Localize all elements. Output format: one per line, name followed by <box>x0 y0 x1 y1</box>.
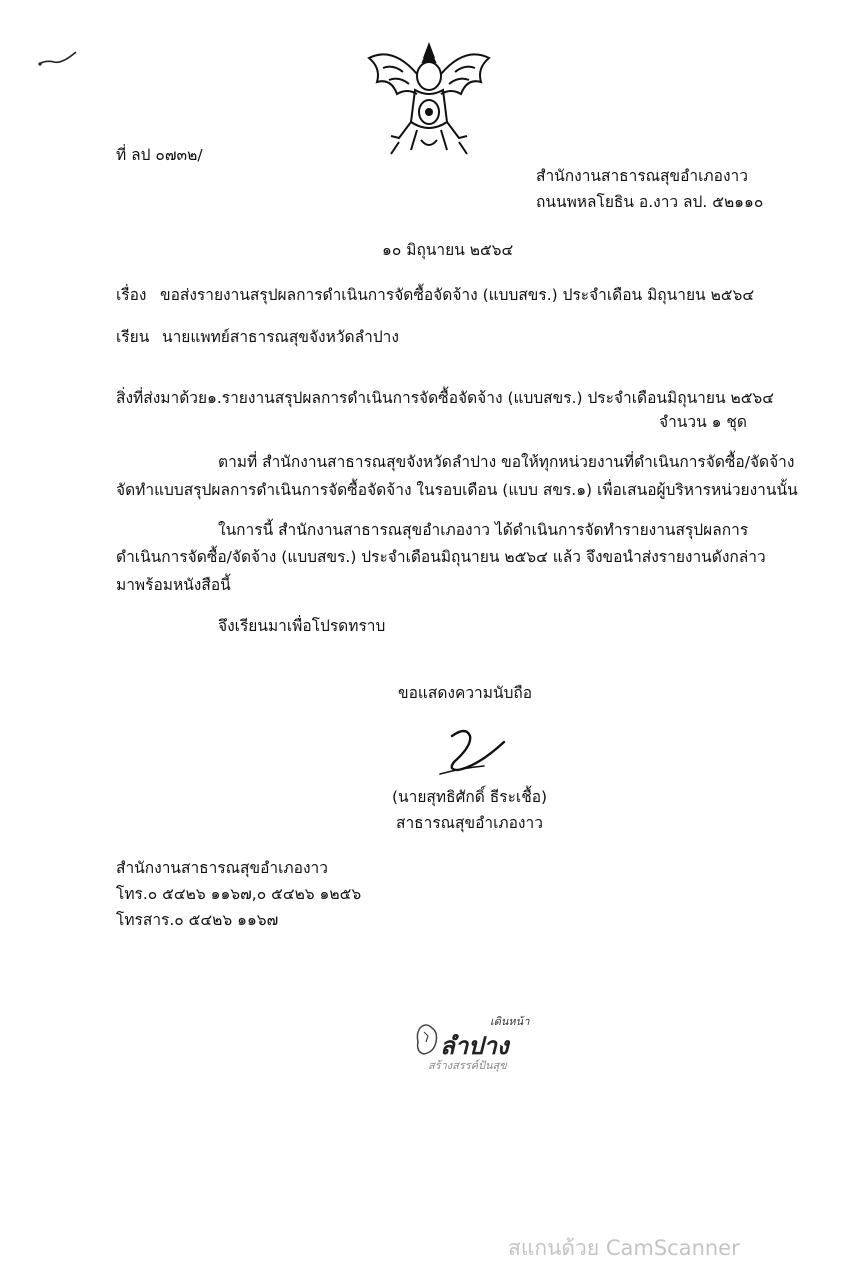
logo-tagline-top: เดินหน้า <box>490 1015 530 1028</box>
paragraph-2-line-2: ดำเนินการจัดซื้อ/จัดจ้าง (แบบสขร.) ประจำเดือนมิถุนายน ๒๕๖๔ แล้ว จึงขอนำส่งรายงานดังกล่าว <box>116 548 766 566</box>
sender-office: สำนักงานสาธารณสุขอำเภองาว <box>536 167 748 185</box>
logo-tagline-bottom: สร้างสรรค์ปันสุข <box>428 1059 507 1072</box>
footer-fax: โทรสาร.๐ ๕๔๒๖ ๑๑๖๗ <box>116 911 279 929</box>
signature <box>432 722 512 784</box>
reference-number: ที่ ลป ๐๗๓๒/ <box>116 146 203 164</box>
logo-main-text: ลำปาง <box>440 1032 509 1060</box>
enclosure-item: ๑.รายงานสรุปผลการดำเนินการจัดซื้อจัดจ้าง (แบบสขร.) ประจำเดือนมิถุนายน ๒๕๖๔ <box>207 389 775 407</box>
lampang-logo <box>414 1012 554 1076</box>
recipient: นายแพทย์สาธารณสุขจังหวัดลำปาง <box>162 328 399 346</box>
letter-date: ๑๐ มิถุนายน ๒๕๖๔ <box>382 241 514 259</box>
footer-office: สำนักงานสาธารณสุขอำเภองาว <box>116 859 328 877</box>
rooster-icon <box>414 1022 442 1058</box>
paragraph-2-line-1: ในการนี้ สำนักงานสาธารณสุขอำเภองาว ได้ดำเนินการจัดทำรายงานสรุปผลการ <box>218 521 749 539</box>
pen-mark-icon <box>36 48 82 70</box>
signer-name: (นายสุทธิศักดิ์ ธีระเชื้อ) <box>392 788 548 806</box>
subject-label: เรื่อง <box>116 286 147 304</box>
subject: ขอส่งรายงานสรุปผลการดำเนินการจัดซื้อจัดจ้าง (แบบสขร.) ประจำเดือน มิถุนายน ๒๕๖๔ <box>160 286 755 304</box>
paragraph-2-line-3: มาพร้อมหนังสือนี้ <box>116 576 231 594</box>
signer-title: สาธารณสุขอำเภองาว <box>396 814 543 832</box>
closing-request: จึงเรียนมาเพื่อโปรดทราบ <box>218 617 386 635</box>
sender-address: ถนนพหลโยธิน อ.งาว ลป. ๕๒๑๑๐ <box>536 193 764 211</box>
enclosure-label: สิ่งที่ส่งมาด้วย <box>116 389 208 407</box>
enclosure-count: จำนวน ๑ ชุด <box>659 413 747 431</box>
recipient-label: เรียน <box>116 328 150 346</box>
footer-telephone: โทร.๐ ๕๔๒๖ ๑๑๖๗,๐ ๕๔๒๖ ๑๒๕๖ <box>116 885 362 903</box>
paragraph-1-line-1: ตามที่ สำนักงานสาธารณสุขจังหวัดลำปาง ขอให้ทุกหน่วยงานที่ดำเนินการจัดซื้อ/จัดจ้าง <box>218 453 795 471</box>
garuda-emblem-icon <box>363 38 495 158</box>
paragraph-1-line-2: จัดทำแบบสรุปผลการดำเนินการจัดซื้อจัดจ้าง ในรอบเดือน (แบบ สขร.๑) เพื่อเสนอผู้บริหารหน่วยงานนั้น <box>116 481 798 499</box>
closing-salutation: ขอแสดงความนับถือ <box>398 684 533 702</box>
camscanner-watermark: สแกนด้วย CamScanner <box>508 1236 740 1260</box>
